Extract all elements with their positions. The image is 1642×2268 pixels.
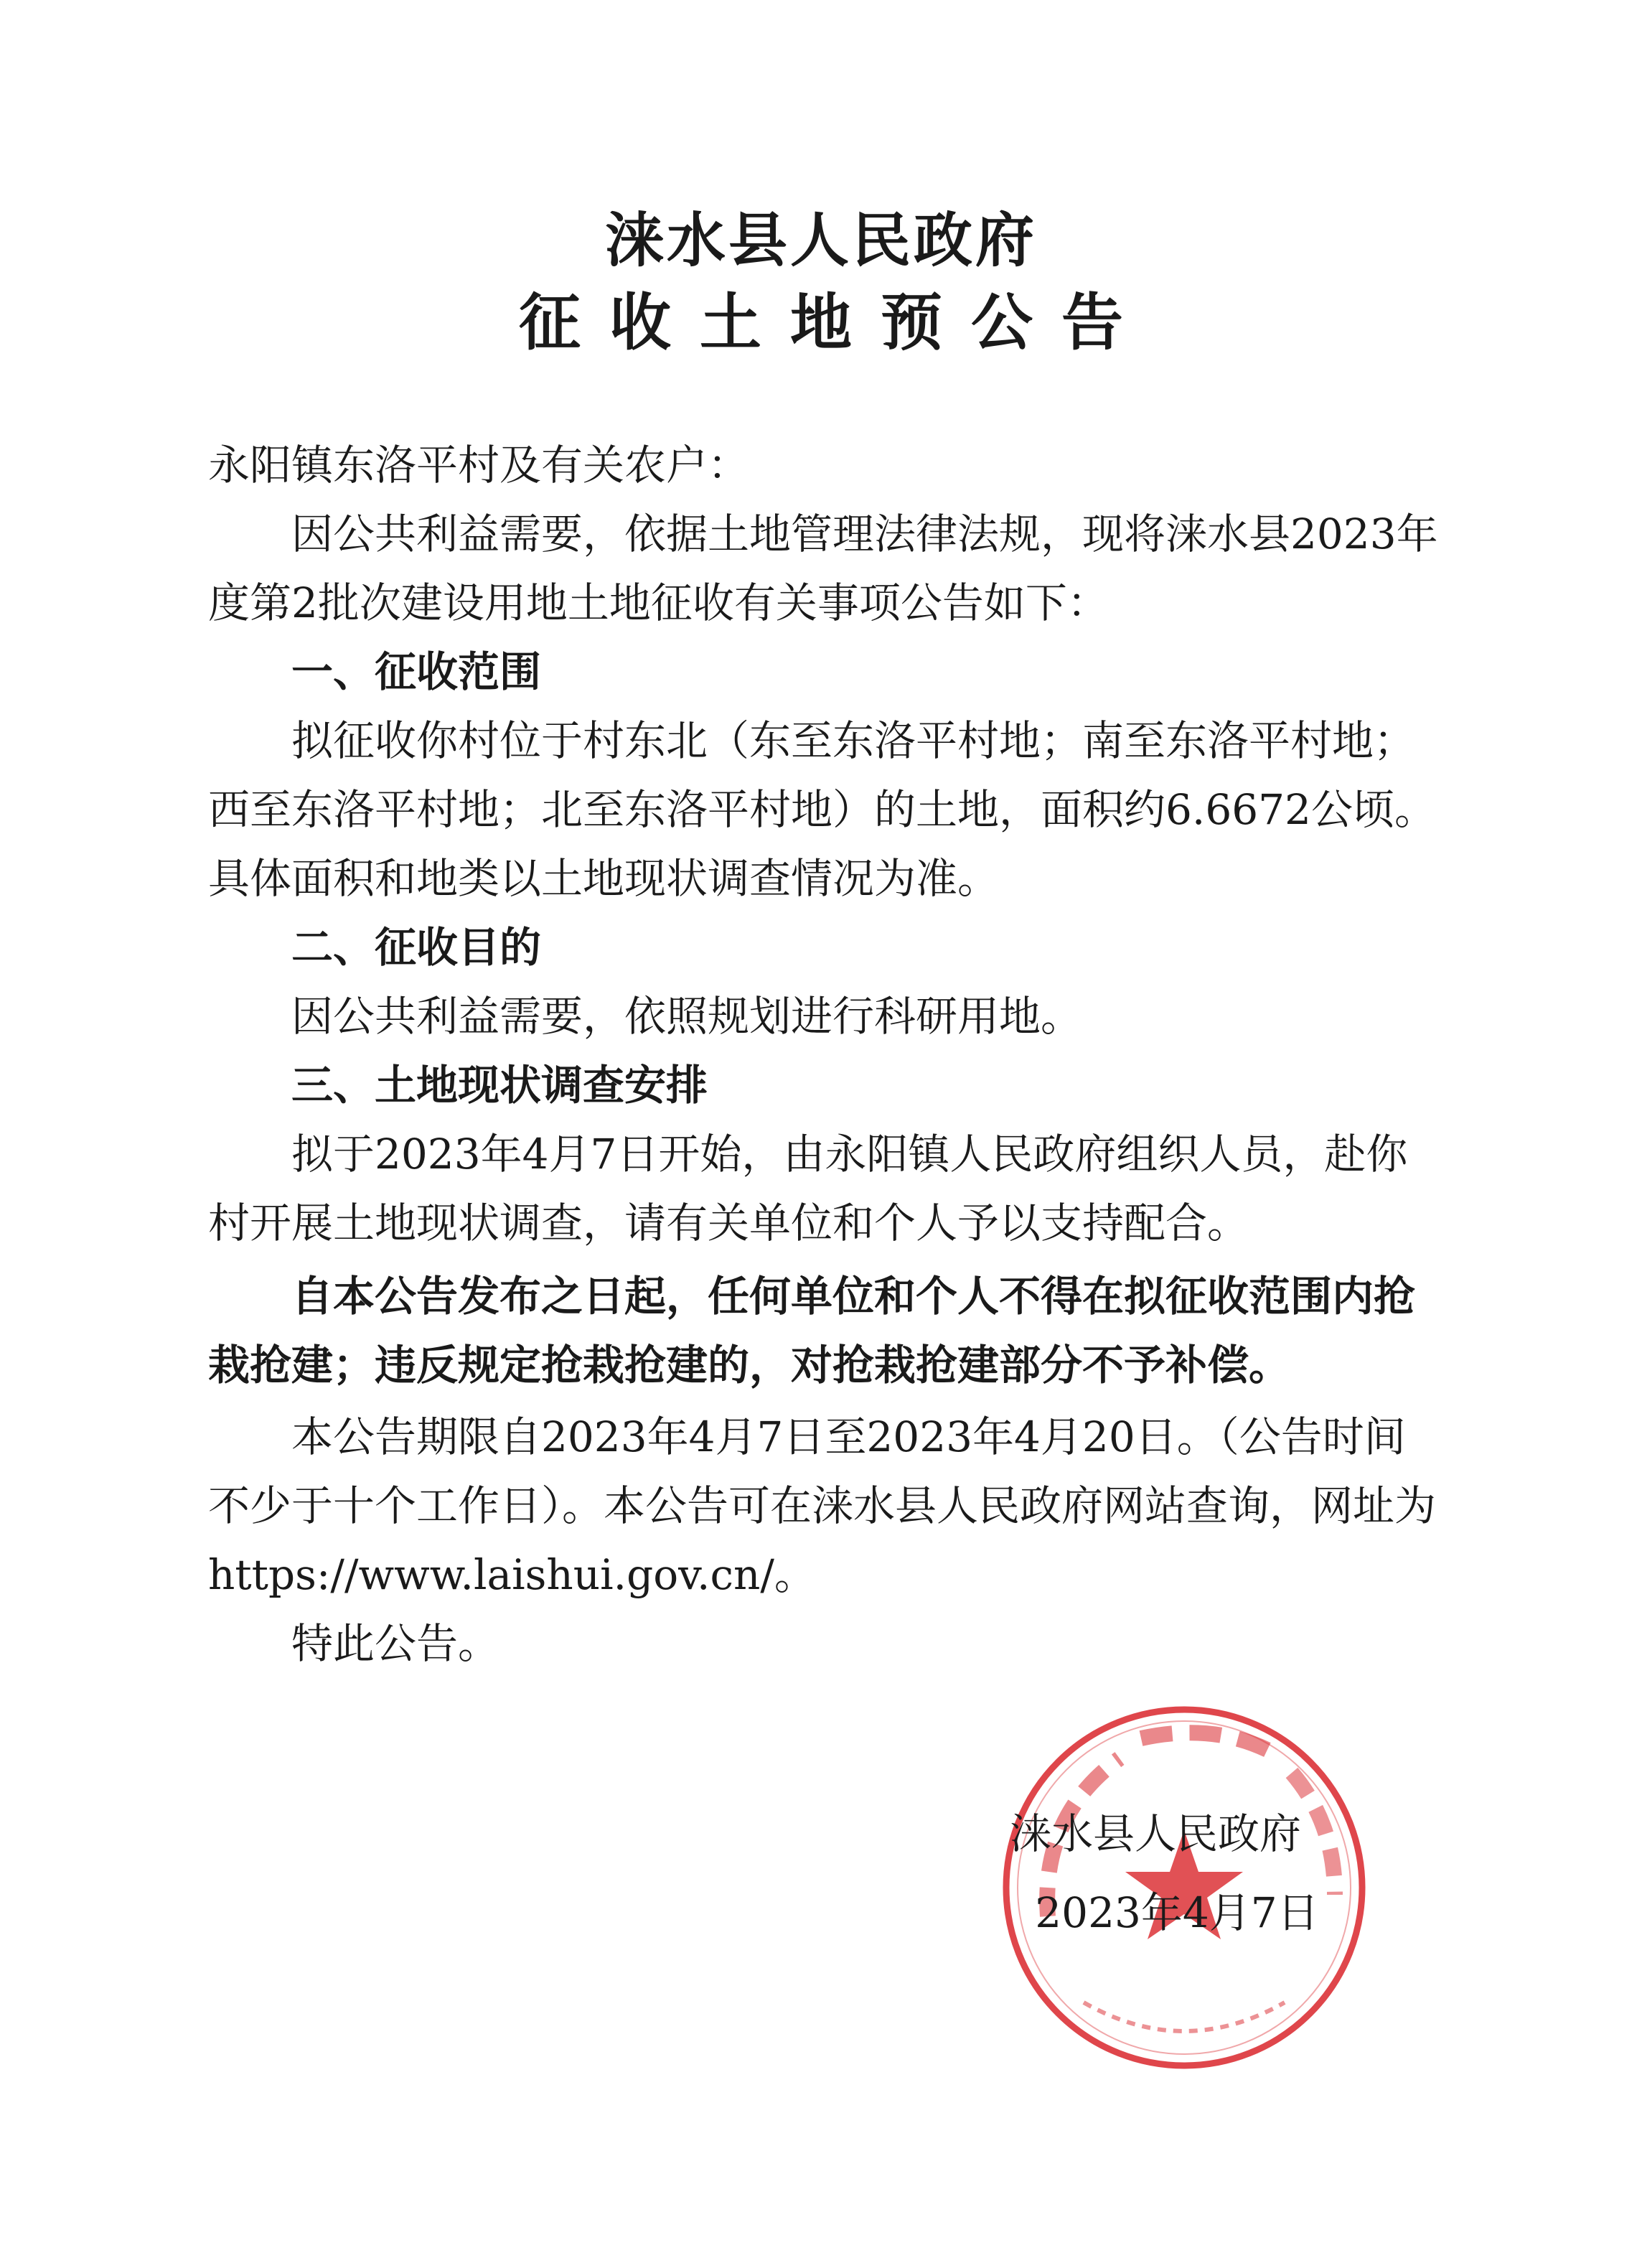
section-content-purpose: 因公共利益需要，依照规划进行科研用地。 [291,992,1083,1041]
signature-block [976,1794,1335,1952]
signature-date: 2023年4月7日 [1035,1888,1319,1937]
section-heading-scope: 一、征收范围 [291,647,542,696]
document-body [208,431,1442,1678]
section-content-survey: 拟于2023年4月7日开始，由永阳镇人民政府组织人员，赴你村开展土地现状调查，请有关单位和个人予以支持配合。 [208,1130,1408,1247]
section-heading-purpose: 二、征收目的 [291,923,542,972]
period-paragraph: 本公告期限自2023年4月7日至2023年4月20日。（公告时间不少于十个工作日）。本公告可在涞水县人民政府网站查询，网址为 https://www.laishui.gov.cn/。 [208,1412,1437,1599]
section-content-scope: 拟征收你村位于村东北（东至东洛平村地；南至东洛平村地；西至东洛平村地；北至东洛平村地）的土地，面积约6.6672公顷。具体面积和地类以土地现状调查情况为准。 [208,716,1436,903]
title-notice: 征收土地预公告 [519,287,1152,359]
warning-paragraph: 自本公告发布之日起，任何单位和个人不得在拟征收范围内抢栽抢建；违反规定抢栽抢建的，对抢栽抢建部分不予补偿。 [208,1272,1416,1390]
addressee: 永阳镇东洛平村及有关农户： [208,441,750,489]
title-issuer: 涞水县人民政府 [604,207,1037,275]
signature-issuer: 涞水县人民政府 [1009,1809,1301,1858]
section-heading-survey: 三、土地现状调查安排 [291,1061,708,1110]
intro-paragraph: 因公共利益需要，依据土地管理法律法规，现将涞水县2023年度第2批次建设用地土地征收有关事项公告如下： [208,510,1438,627]
closing-line: 特此公告。 [291,1619,500,1668]
